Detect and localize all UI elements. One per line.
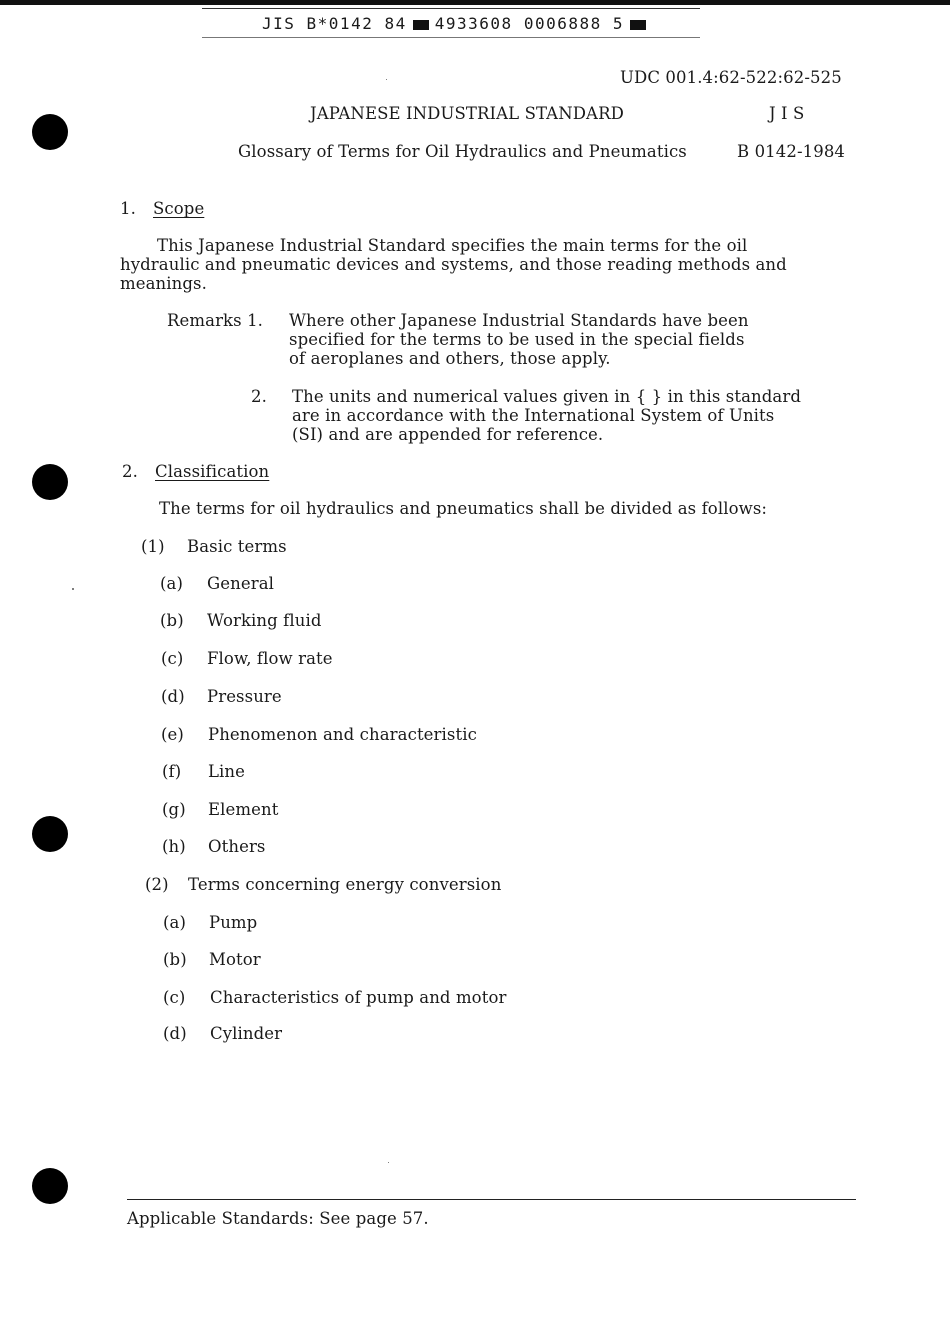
group-1-item-label: General <box>207 574 275 593</box>
classification-intro: The terms for oil hydraulics and pneumatics shall be divided as follows: <box>159 499 768 518</box>
remark-2-line-2: are in accordance with the International System of Units <box>292 406 775 425</box>
stamp-code <box>262 14 652 33</box>
group-1-item-label: Flow, flow rate <box>207 649 333 668</box>
remark-1-line-2: specified for the terms to be used in the special fields <box>289 330 745 349</box>
remark-2-line-3: (SI) and are appended for reference. <box>292 425 604 444</box>
group-1-item-marker: (a) <box>160 574 184 593</box>
group-1-item-marker: (b) <box>160 611 184 630</box>
group-2-label: Terms concerning energy conversion <box>188 875 502 894</box>
group-1-item-marker: (h) <box>162 837 186 856</box>
applicable-standards: Applicable Standards: See page 57. <box>127 1209 429 1228</box>
stamp-top-rule <box>202 8 700 9</box>
group-2-marker: (2) <box>145 875 169 894</box>
group-1-item-marker: (g) <box>162 800 186 819</box>
punch-hole <box>32 464 68 500</box>
group-1-item-label: Others <box>208 837 266 856</box>
punch-hole <box>32 1168 68 1204</box>
group-2-item-marker: (b) <box>163 950 187 969</box>
group-1-label: Basic terms <box>187 537 287 556</box>
group-2-item-marker: (a) <box>163 913 187 932</box>
remark-2-line-1: The units and numerical values given in { } in this standard <box>292 387 801 406</box>
classification-number: 2. <box>122 462 138 481</box>
group-1-item-marker: (d) <box>161 687 185 706</box>
scan-speck <box>388 1162 389 1163</box>
punch-hole <box>32 816 68 852</box>
jis-mark: J I S <box>769 104 805 123</box>
remarks-label: Remarks 1. <box>167 311 264 330</box>
group-1-item-label: Pressure <box>207 687 282 706</box>
scan-speck <box>72 588 74 590</box>
classification-heading: Classification <box>155 462 270 481</box>
group-2-item-label: Characteristics of pump and motor <box>210 988 507 1007</box>
group-2-item-marker: (c) <box>163 988 186 1007</box>
footer-rule <box>127 1199 856 1200</box>
scope-line-2: hydraulic and pneumatic devices and systems, and those reading methods and <box>120 255 787 274</box>
group-2-item-label: Cylinder <box>210 1024 283 1043</box>
group-2-item-label: Motor <box>209 950 261 969</box>
document-title: Glossary of Terms for Oil Hydraulics and Pneumatics <box>238 142 687 161</box>
scope-line-3: meanings. <box>120 274 207 293</box>
group-1-item-label: Element <box>208 800 279 819</box>
group-1-item-marker: (e) <box>161 725 184 744</box>
remark-2-number: 2. <box>251 387 267 406</box>
remark-1-line-3: of aeroplanes and others, those apply. <box>289 349 611 368</box>
scope-heading: Scope <box>153 199 205 218</box>
group-1-item-label: Line <box>208 762 246 781</box>
scan-speck <box>386 79 387 80</box>
top-edge-bar <box>0 0 950 5</box>
document-number: B 0142-1984 <box>737 142 846 161</box>
udc-code: UDC 001.4:62-522:62-525 <box>620 68 842 87</box>
stamp-block-mark-2 <box>630 20 646 30</box>
group-2-item-label: Pump <box>209 913 258 932</box>
group-1-item-marker: (c) <box>161 649 184 668</box>
group-1-item-marker: (f) <box>162 762 182 781</box>
group-1-marker: (1) <box>141 537 165 556</box>
stamp-code-2: 0006888 5 <box>523 14 625 33</box>
punch-hole <box>32 114 68 150</box>
stamp-bottom-rule <box>202 37 700 38</box>
scope-number: 1. <box>120 199 136 218</box>
stamp-designation: JIS B*0142 84 <box>262 14 407 33</box>
group-1-item-label: Phenomenon and characteristic <box>208 725 477 744</box>
scope-line-1: This Japanese Industrial Standard specifies the main terms for the oil <box>157 236 748 255</box>
stamp-code-1: 4933608 <box>434 14 513 33</box>
group-2-item-marker: (d) <box>163 1024 187 1043</box>
standard-title: JAPANESE INDUSTRIAL STANDARD <box>310 104 624 123</box>
remark-1-line-1: Where other Japanese Industrial Standards have been <box>289 311 749 330</box>
stamp-block-mark <box>413 20 429 30</box>
group-1-item-label: Working fluid <box>207 611 322 630</box>
